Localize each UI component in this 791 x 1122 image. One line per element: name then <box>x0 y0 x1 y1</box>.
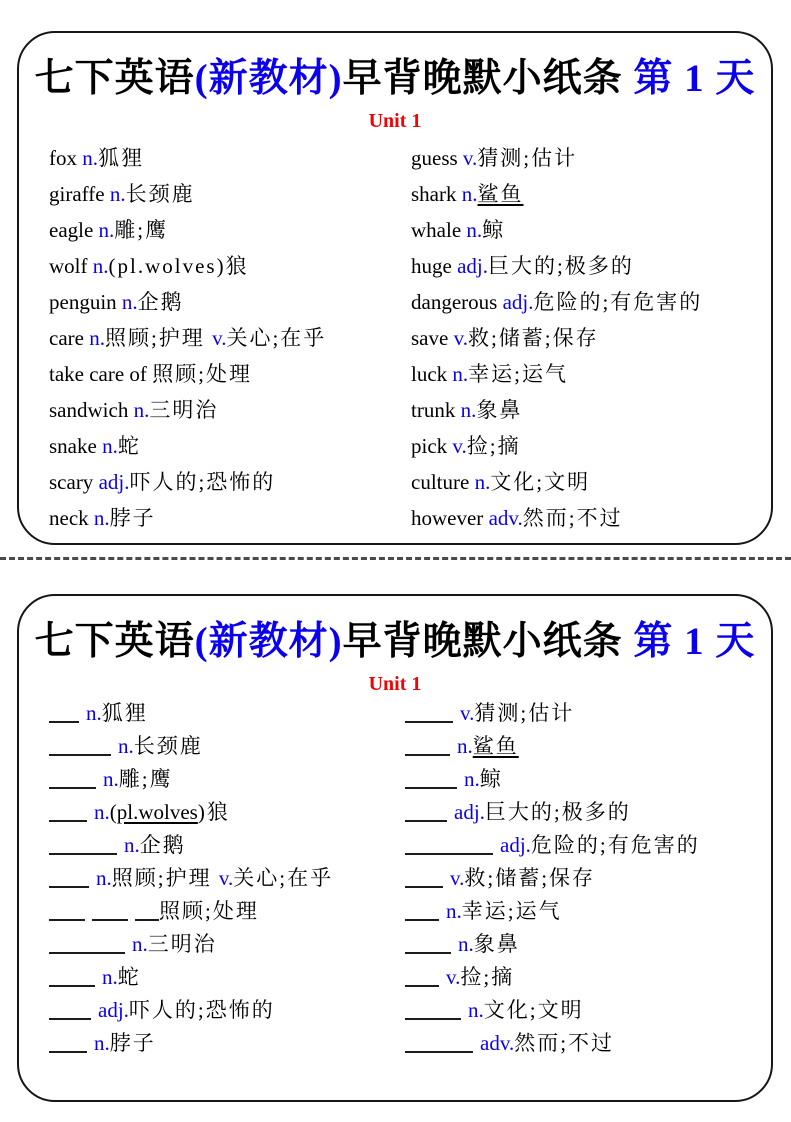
word-text: 照顾;处理 <box>152 362 253 386</box>
vocab-row <box>49 212 326 248</box>
answer-blank-line <box>49 773 96 789</box>
pos-label: v. <box>453 326 468 350</box>
word-text: 文化;文明 <box>490 470 591 494</box>
word-text: 企鹅 <box>139 833 186 857</box>
answer-blank-line <box>49 740 111 756</box>
quiz-row <box>49 928 333 961</box>
answer-blank-line <box>49 806 87 822</box>
quiz-row <box>49 730 333 763</box>
vocab-row <box>49 320 326 356</box>
answer-blank-line <box>405 938 451 954</box>
word-text: 雕;鹰 <box>114 218 169 242</box>
word-text: 照顾;护理 <box>111 866 219 890</box>
vocab-row <box>411 284 702 320</box>
pos-label: n. <box>92 254 109 278</box>
word-text: save <box>411 326 454 350</box>
pos-label: n. <box>461 182 478 206</box>
answer-blank-line <box>92 905 128 921</box>
word-text: 危险的;有危害的 <box>530 833 700 857</box>
vocab-row <box>411 320 702 356</box>
pos-label: n. <box>121 290 138 314</box>
answer-blank-line <box>405 806 447 822</box>
quiz-row <box>49 763 333 796</box>
pos-label: n. <box>446 899 462 923</box>
word-text: fox <box>49 146 83 170</box>
word-text: 捡;摘 <box>466 434 521 458</box>
vocab-row <box>49 392 326 428</box>
word-text: snake <box>49 434 103 458</box>
pos-label: adj. <box>500 833 531 857</box>
pos-label: v. <box>212 326 227 350</box>
pos-label: v. <box>452 434 467 458</box>
word-text: 猜测;估计 <box>474 701 575 725</box>
word-text: 巨大的;极多的 <box>484 800 631 824</box>
word-text: dangerous <box>411 290 503 314</box>
word-text: 危险的;有危害的 <box>533 290 703 314</box>
quiz-list-left <box>49 697 333 1060</box>
page-title <box>19 47 771 103</box>
word-text: ( <box>109 800 117 824</box>
quiz-row <box>49 796 333 829</box>
pos-label: n. <box>458 932 474 956</box>
word-text: 脖子 <box>109 506 156 530</box>
vocab-row <box>49 356 326 392</box>
word-text: whale <box>411 218 467 242</box>
answer-blank-line <box>405 872 443 888</box>
answer-blank-line <box>49 971 95 987</box>
word-text: 狐狸 <box>98 146 144 170</box>
pos-label: adj. <box>98 998 129 1022</box>
answer-blank-line <box>49 1037 87 1053</box>
word-text: 蛇 <box>117 965 141 989</box>
title-segment: 早背晚默小纸条 <box>342 620 634 663</box>
title-segment: (新教材) <box>194 57 343 100</box>
pos-label: v. <box>462 146 478 170</box>
word-text: 长颈鹿 <box>125 182 195 206</box>
pos-label: v. <box>460 701 475 725</box>
answer-blank-line <box>49 872 89 888</box>
vocab-row <box>411 464 702 500</box>
answer-blank-line <box>49 1004 91 1020</box>
pos-label: n. <box>457 734 473 758</box>
word-text: penguin <box>49 290 122 314</box>
word-text: 文化;文明 <box>483 998 584 1022</box>
word-text: 猜测;估计 <box>477 146 578 170</box>
pos-label: n. <box>474 470 491 494</box>
word-text: 吓人的;恐怖的 <box>129 470 276 494</box>
word-text: 鲨鱼 <box>472 734 519 758</box>
vocab-row <box>411 356 702 392</box>
unit-label: Unit 1 <box>368 110 422 132</box>
word-text: pl.wolves <box>116 800 198 824</box>
word-text: 照顾;处理 <box>159 899 259 923</box>
vocab-row <box>411 248 702 284</box>
word-text: culture <box>411 470 475 494</box>
answer-blank-line <box>405 1004 461 1020</box>
quiz-row <box>49 1027 333 1060</box>
word-text: 鲨鱼 <box>477 182 524 206</box>
pos-label: n. <box>86 701 102 725</box>
word-text: 照顾;护理 <box>104 326 213 350</box>
word-text: 雕;鹰 <box>118 767 173 791</box>
word-text: 捡;摘 <box>460 965 515 989</box>
quiz-card <box>17 594 773 1102</box>
pos-label: v. <box>450 866 465 890</box>
answer-blank-line <box>405 971 439 987</box>
pos-label: adv. <box>488 506 523 530</box>
vocab-row <box>411 428 702 464</box>
title-segment: 第 1 天 <box>633 620 756 663</box>
quiz-row <box>405 928 700 961</box>
word-text: 关心;在乎 <box>226 326 327 350</box>
word-text: 救;储蓄;保存 <box>464 866 596 890</box>
word-text: however <box>411 506 489 530</box>
word-text: 三明治 <box>149 398 219 422</box>
vocab-row <box>49 140 326 176</box>
word-text: pick <box>411 434 453 458</box>
pos-label: n. <box>460 398 477 422</box>
word-text: wolf <box>49 254 93 278</box>
pos-label: n. <box>98 218 115 242</box>
word-text: )狼 <box>197 800 230 824</box>
word-text: 幸运;运气 <box>461 899 562 923</box>
vocab-list-left <box>49 140 326 536</box>
vocab-row <box>411 392 702 428</box>
quiz-row <box>405 961 700 994</box>
word-text: sandwich <box>49 398 134 422</box>
word-text: luck <box>411 362 453 386</box>
pos-label: adj. <box>98 470 130 494</box>
pos-label: n. <box>124 833 140 857</box>
pos-label: n. <box>109 182 126 206</box>
word-text: 三明治 <box>147 932 217 956</box>
word-text: trunk <box>411 398 461 422</box>
pos-label: n. <box>89 326 105 350</box>
answer-blank-line <box>405 707 453 723</box>
quiz-row <box>49 961 333 994</box>
title-segment: (新教材) <box>194 620 343 663</box>
pos-label: n. <box>96 866 112 890</box>
cut-divider-dashed-line <box>0 557 791 560</box>
title-segment: 七下英语 <box>34 620 195 663</box>
pos-label: n. <box>133 398 150 422</box>
answer-blank-line <box>49 839 117 855</box>
study-card <box>17 31 773 545</box>
pos-label: n. <box>466 218 483 242</box>
quiz-row <box>405 829 700 862</box>
pos-label: n. <box>118 734 134 758</box>
pos-label: n. <box>468 998 484 1022</box>
quiz-row <box>405 697 700 730</box>
pos-label: n. <box>82 146 98 170</box>
pos-label: n. <box>94 800 110 824</box>
word-text: eagle <box>49 218 99 242</box>
word-text: 吓人的;恐怖的 <box>128 998 275 1022</box>
vocab-list-right <box>411 140 702 536</box>
page-title <box>19 610 771 666</box>
quiz-row <box>405 895 700 928</box>
word-text: 企鹅 <box>137 290 184 314</box>
word-text: 狐狸 <box>101 701 148 725</box>
pos-label: n. <box>94 1031 110 1055</box>
answer-blank-line <box>405 1037 473 1053</box>
vocab-row <box>411 176 702 212</box>
pos-label: v. <box>446 965 461 989</box>
word-text: 救;储蓄;保存 <box>467 326 599 350</box>
answer-blank-line <box>49 707 79 723</box>
vocab-row <box>49 464 326 500</box>
answer-blank-line <box>405 740 450 756</box>
unit-label: Unit 1 <box>368 673 422 695</box>
quiz-row <box>49 994 333 1027</box>
answer-blank-line <box>405 773 457 789</box>
quiz-row <box>49 829 333 862</box>
word-text: shark <box>411 182 462 206</box>
vocab-row <box>411 500 702 536</box>
quiz-row <box>405 730 700 763</box>
answer-blank-line <box>135 905 159 921</box>
quiz-list-right <box>405 697 700 1060</box>
word-text: neck <box>49 506 94 530</box>
pos-label: n. <box>103 767 119 791</box>
vocab-row <box>49 248 326 284</box>
quiz-row <box>405 1027 700 1060</box>
word-text: 象鼻 <box>473 932 520 956</box>
word-text: scary <box>49 470 99 494</box>
vocab-row <box>49 428 326 464</box>
vocab-row <box>49 176 326 212</box>
word-text: huge <box>411 254 458 278</box>
pos-label: n. <box>452 362 469 386</box>
word-text: 鲸 <box>482 218 506 242</box>
word-text: 关心;在乎 <box>233 866 334 890</box>
word-text: 巨大的;极多的 <box>487 254 634 278</box>
word-text: 脖子 <box>109 1031 156 1055</box>
answer-blank-line <box>49 938 125 954</box>
quiz-row <box>49 895 333 928</box>
pos-label: v. <box>218 866 234 890</box>
word-text: (pl.wolves)狼 <box>108 254 249 278</box>
quiz-row <box>405 796 700 829</box>
pos-label: adj. <box>454 800 485 824</box>
answer-blank-line <box>405 839 493 855</box>
pos-label: adj. <box>457 254 488 278</box>
vocab-row <box>49 284 326 320</box>
quiz-row <box>405 763 700 796</box>
pos-label: adj. <box>502 290 534 314</box>
word-text: giraffe <box>49 182 110 206</box>
title-segment: 七下英语 <box>34 57 195 100</box>
pos-label: n. <box>93 506 110 530</box>
title-segment: 早背晚默小纸条 <box>342 57 634 100</box>
word-text: 蛇 <box>117 434 141 458</box>
pos-label: n. <box>102 965 118 989</box>
vocab-row <box>49 500 326 536</box>
word-text: 象鼻 <box>476 398 523 422</box>
pos-label: n. <box>132 932 148 956</box>
word-text: care <box>49 326 90 350</box>
vocab-row <box>411 212 702 248</box>
answer-blank-line <box>49 905 85 921</box>
word-text: 鲸 <box>479 767 503 791</box>
quiz-row <box>405 862 700 895</box>
pos-label: n. <box>102 434 118 458</box>
pos-label: adv. <box>480 1031 515 1055</box>
pos-label: n. <box>464 767 480 791</box>
word-text: 幸运;运气 <box>468 362 568 386</box>
quiz-row <box>405 994 700 1027</box>
word-text: 然而;不过 <box>522 506 623 530</box>
title-segment: 第 1 天 <box>633 57 756 100</box>
quiz-row <box>49 697 333 730</box>
vocab-row <box>411 140 702 176</box>
answer-blank-line <box>405 905 439 921</box>
word-text: guess <box>411 146 463 170</box>
quiz-row <box>49 862 333 895</box>
word-text: 长颈鹿 <box>133 734 203 758</box>
word-text: 然而;不过 <box>514 1031 615 1055</box>
word-text: take care of <box>49 362 153 386</box>
